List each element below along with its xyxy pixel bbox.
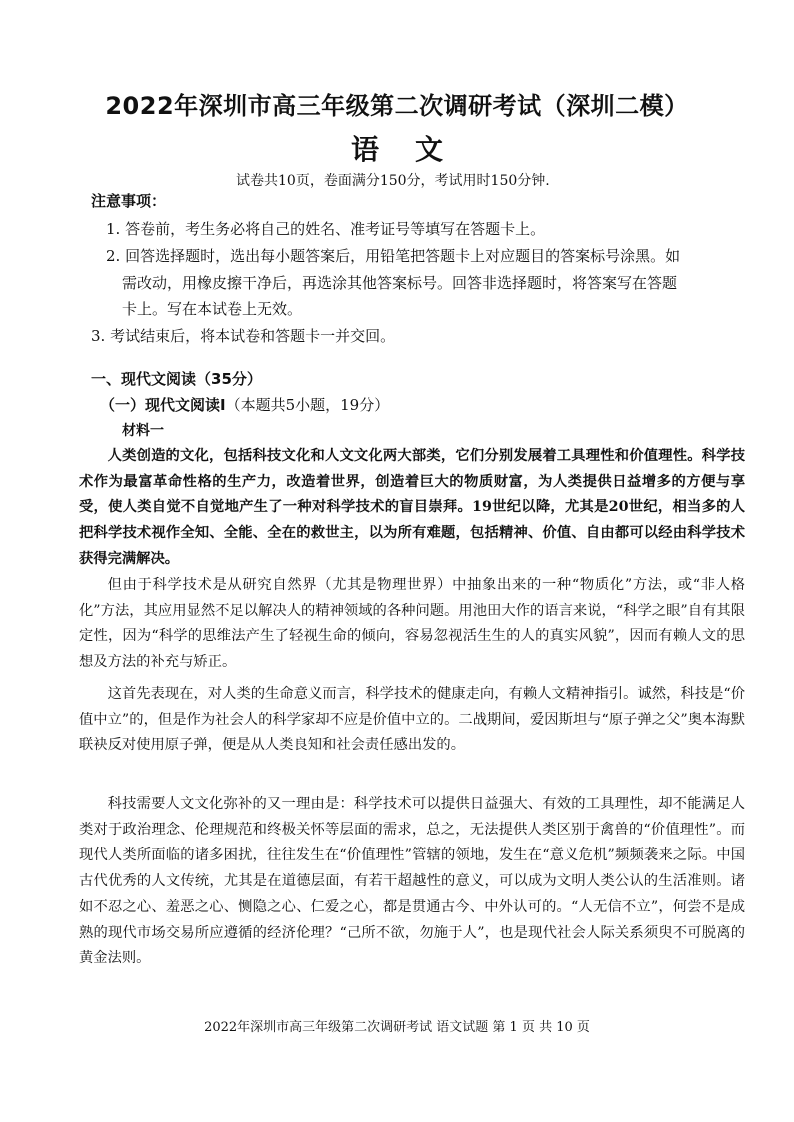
notes-title: 注意事项：: [91, 192, 167, 210]
page-footer: 2022年深圳市高三年级第二次调研考试 语文试题 第 1 页 共 10 页: [204, 1020, 590, 1035]
passage-paragraph: 科技需要人文文化弥补的又一理由是：科学技术可以提供日益强大、有效的工具理性，却不能满足人类对于政治理念、伦理规范和终极关怀等层面的需求，总之，无法提供人类区别于禽兽的“价值理性”。而现代人类所面临的诸多困扰，往往发生在“价值理性”管辖的领地，发生在“意义危机”频频袭来之际。中国古代优秀的人文传统，尤其是在道德层面，有若干超越性的意义，可以成为文明人类公认的生活准则。诸如不忍之心、羞恶之心、恻隐之心、仁爱之心，都是贯通古今、中外认可的。“人无信不立”，何尝不是成熟的现代市场交易所应遵循的经济伦理？“己所不欲，勿施于人”，也是现代社会人际关系须臾不可脱离的黄金法则。: [79, 796, 745, 967]
subsection-title: （一）现代文阅读Ⅰ: [100, 396, 226, 414]
exam-title: 2022年深圳市高三年级第二次调研考试（深圳二模）: [105, 92, 689, 120]
subject-heading: 语文: [350, 133, 479, 166]
subsection-info: （本题共5小题，19分）: [225, 396, 390, 414]
material-label: 材料一: [122, 423, 164, 439]
note-item: 卡上。写在本试卷上无效。: [122, 300, 303, 318]
passage-paragraph: 这首先表现在，对人类的生命意义而言，科学技术的健康走向，有赖人文精神指引。诚然，科技是“价值中立”的，但是作为社会人的科学家却不应是价值中立的。二战期间，爱因斯坦与“原子弹之父”奥本海默联袂反对使用原子弹，便是从人类良知和社会责任感出发的。: [79, 686, 745, 754]
note-item: 需改动，用橡皮擦干净后，再选涂其他答案标号。回答非选择题时，将答案写在答题: [122, 274, 678, 292]
note-item: 2. 回答选择题时，选出每小题答案后，用铅笔把答题卡上对应题目的答案标号涂黑。如: [106, 247, 681, 265]
passage-paragraph: 人类创造的文化，包括科技文化和人文文化两大部类，它们分别发展着工具理性和价值理性。科学技术作为最富革命性格的生产力，改造着世界，创造着巨大的物质财富，为人类提供日益增多的方便与享受，使人类自觉不自觉地产生了一种对科学技术的盲目崇拜。19世纪以降，尤其是20世纪，相当多的人把科学技术视作全知、全能、全在的救世主，以为所有难题，包括精神、价值、自由都可以经由科学技术获得完满解决。: [79, 448, 745, 567]
passage-paragraph: 但由于科学技术是从研究自然界（尤其是物理世界）中抽象出来的一种“物质化”方法，或“非人格化”方法，其应用显然不足以解决人的精神领域的各种问题。用池田大作的语言来说，“科学之眼”自有其限定性，因为“科学的思维法产生了轻视生命的倾向，容易忽视活生生的人的真实风貌”，因而有赖人文的思想及方法的补充与矫正。: [79, 577, 745, 671]
exam-meta: 试卷共10页，卷面满分150分，考试用时150分钟.: [236, 173, 550, 189]
section-heading: 一、现代文阅读（35分）: [91, 370, 262, 388]
subsection-heading: [100, 394, 389, 415]
note-item: 1. 答卷前，考生务必将自己的姓名、准考证号等填写在答题卡上。: [106, 220, 546, 238]
note-item: 3. 考试结束后，将本试卷和答题卡一并交回。: [91, 327, 396, 345]
